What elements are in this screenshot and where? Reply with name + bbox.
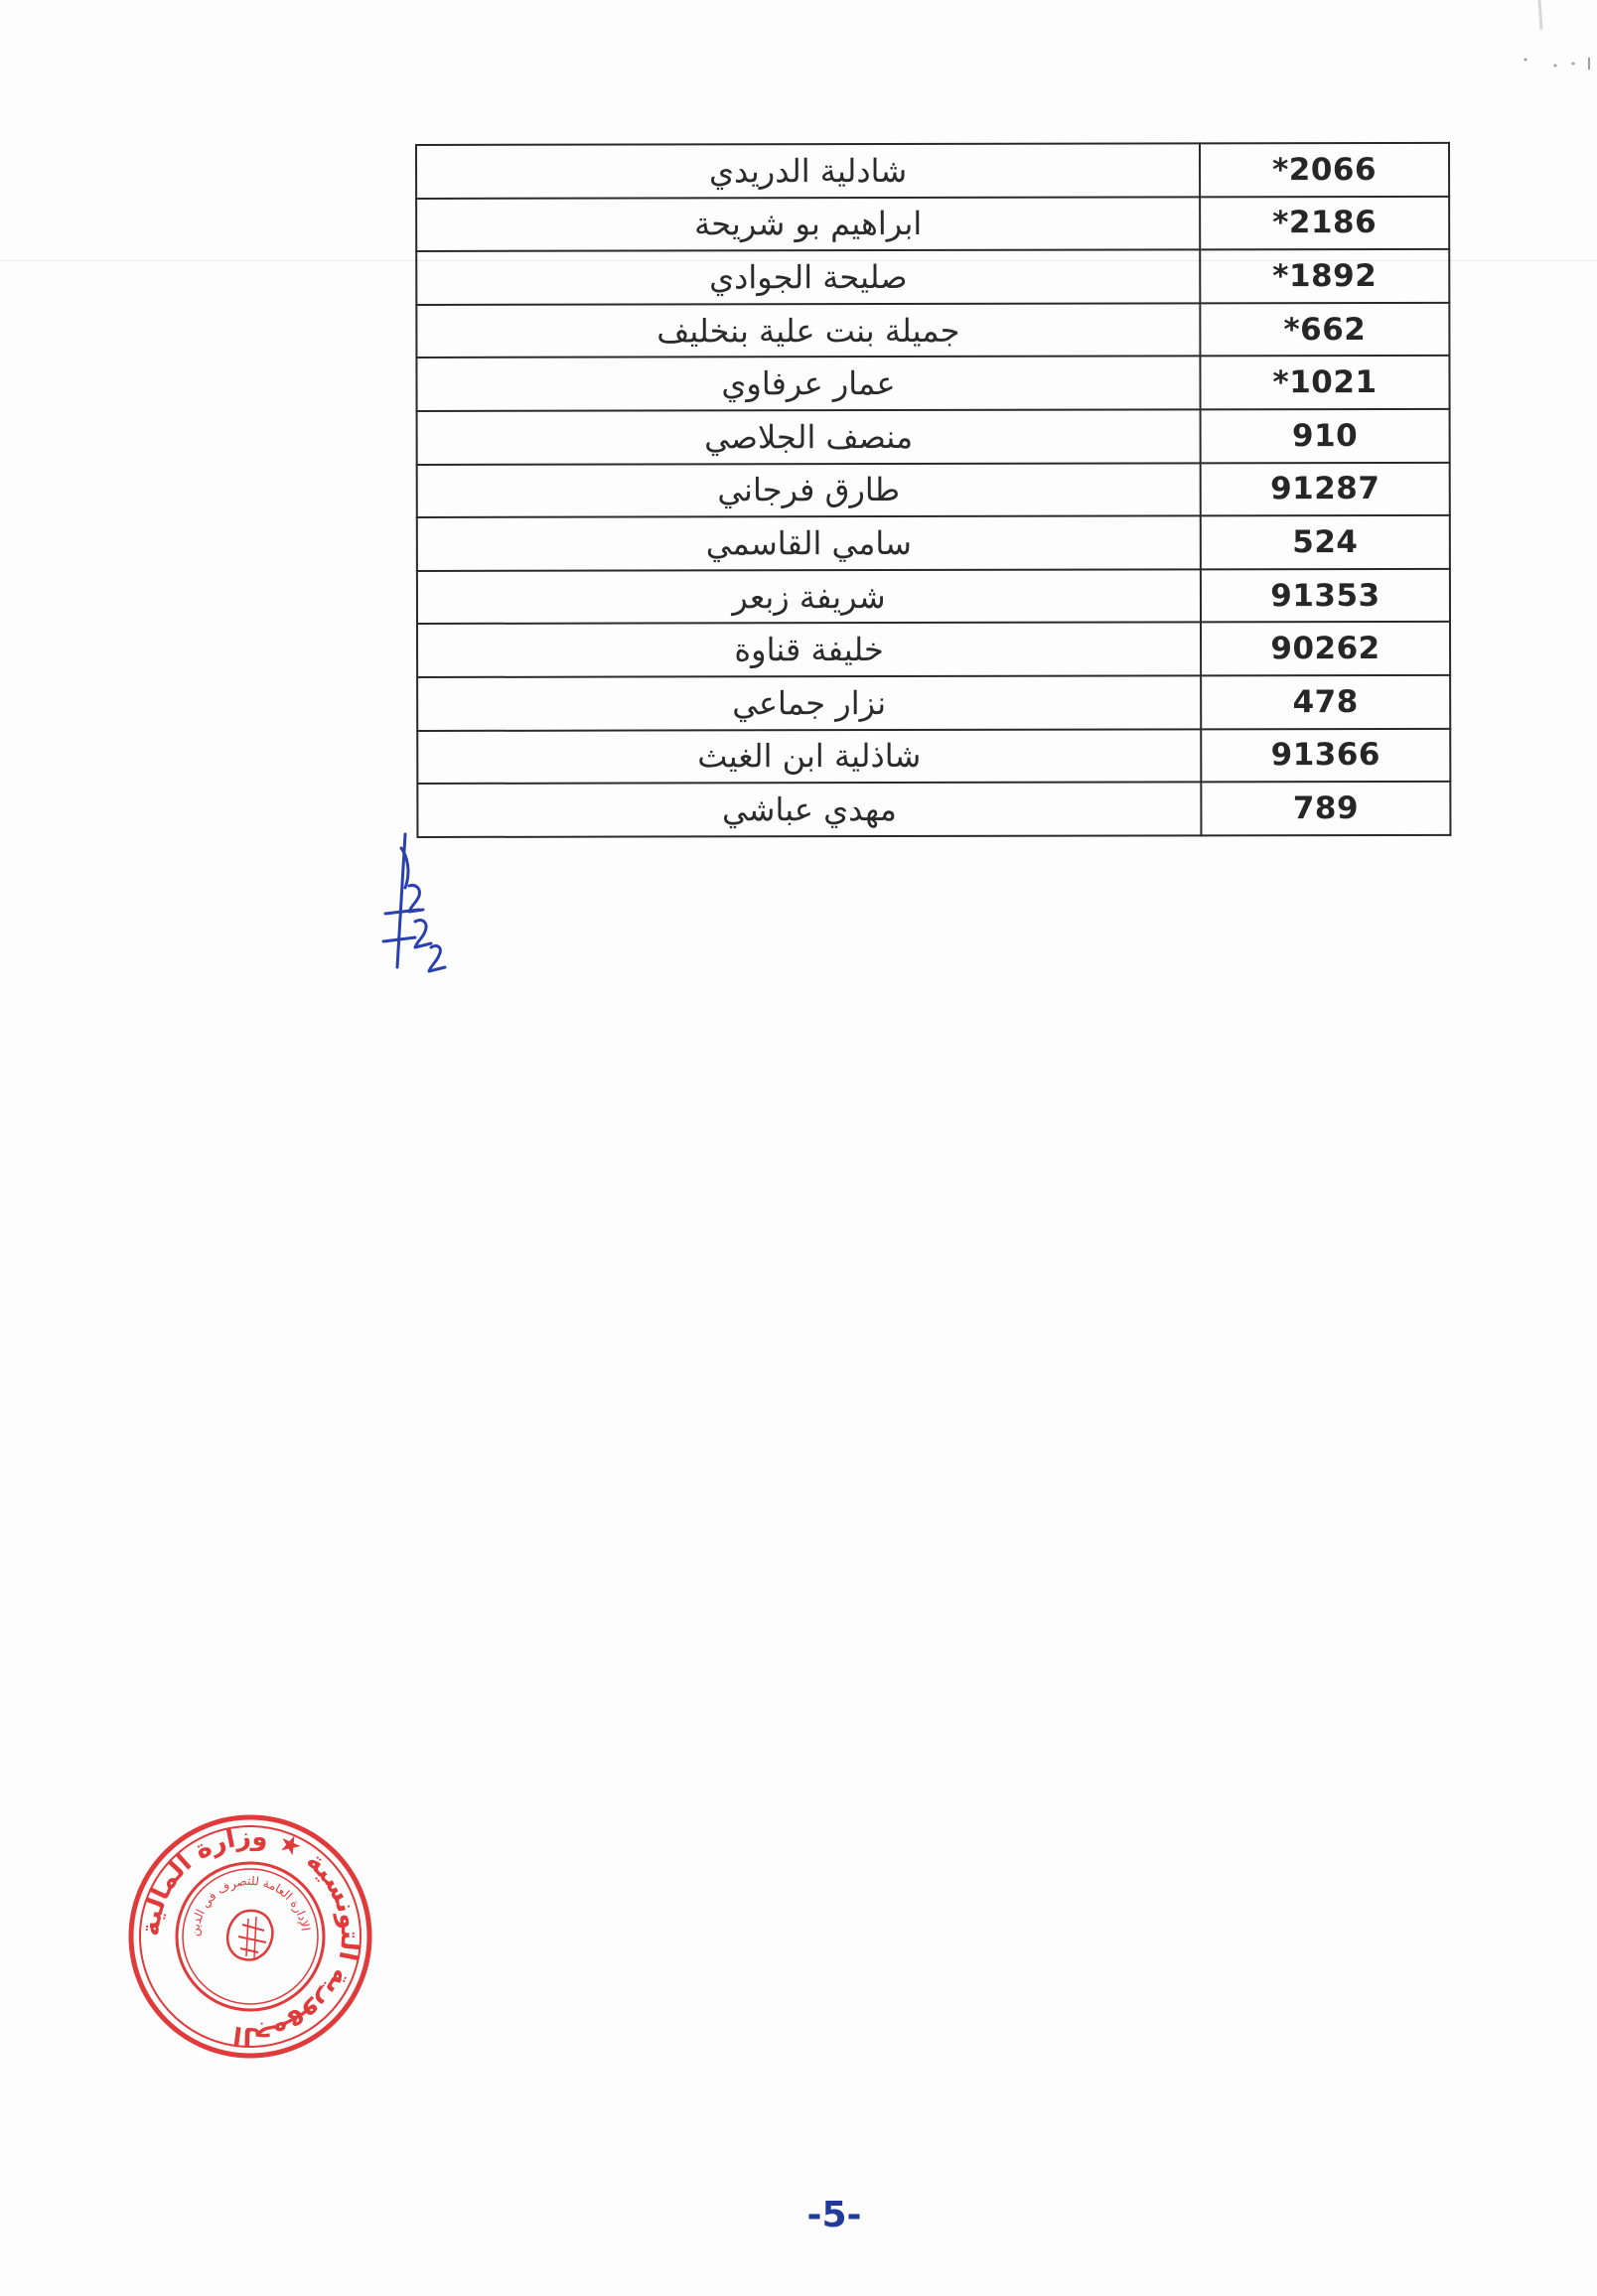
name-cell: شريفة زبعر: [417, 569, 1201, 624]
number-cell: 91353: [1201, 569, 1450, 623]
name-cell: صليحة الجوادي: [416, 250, 1200, 305]
number-cell: *1892: [1200, 249, 1449, 303]
official-seal: [121, 1807, 379, 2066]
name-cell: نزار جماعي: [417, 675, 1201, 730]
number-cell: 90262: [1201, 622, 1450, 675]
name-cell: شاذلية ابن الغيث: [417, 729, 1201, 784]
number-cell: 910: [1201, 409, 1450, 463]
name-cell: جميلة بنت علية بنخليف: [416, 303, 1200, 358]
handwritten-signature: [375, 826, 465, 975]
scan-corner-marks: [1478, 0, 1597, 109]
name-cell: ابراهيم بو شريحة: [416, 197, 1200, 251]
number-cell: 478: [1201, 675, 1450, 729]
names-table-body: [416, 143, 1450, 837]
svg-text:الجمهورية التونسية ★ وزارة الم: الجمهورية التونسية ★ وزارة المالية: [135, 1821, 365, 2052]
name-cell: عمار عرفاوي: [416, 357, 1200, 411]
table-row: [417, 569, 1450, 625]
table-row: [417, 622, 1450, 677]
number-cell: *1021: [1200, 356, 1449, 409]
svg-text:الإدارة العامة للتصرف في الدين: الإدارة العامة للتصرف في الدين: [187, 1873, 313, 1937]
number-cell: 91287: [1201, 462, 1450, 515]
number-cell: 789: [1201, 782, 1450, 835]
name-cell: سامي القاسمي: [417, 516, 1201, 571]
number-cell: *2186: [1200, 196, 1449, 249]
table-row: [416, 249, 1449, 305]
table-row: [417, 675, 1450, 731]
name-cell: طارق فرجاني: [417, 463, 1201, 517]
names-table: [415, 142, 1451, 838]
table-row: [417, 409, 1450, 465]
number-cell: 91366: [1201, 728, 1450, 782]
table-row: [416, 356, 1449, 411]
number-cell: 524: [1201, 515, 1450, 569]
name-cell: مهدي عباشي: [417, 782, 1201, 836]
name-cell: منصف الجلاصي: [417, 409, 1201, 464]
name-cell: خليفة قناوة: [417, 623, 1201, 677]
table-row: [417, 462, 1450, 517]
name-cell: شادلية الدريدي: [416, 143, 1200, 198]
table-row: [417, 782, 1450, 837]
table-row: [417, 515, 1450, 571]
page-number: -5-: [806, 2195, 862, 2235]
table-row: [416, 303, 1449, 359]
number-cell: *662: [1200, 303, 1449, 357]
table-row: [416, 143, 1449, 199]
table-row: [417, 728, 1450, 784]
table-row: [416, 196, 1449, 251]
number-cell: *2066: [1200, 143, 1449, 197]
